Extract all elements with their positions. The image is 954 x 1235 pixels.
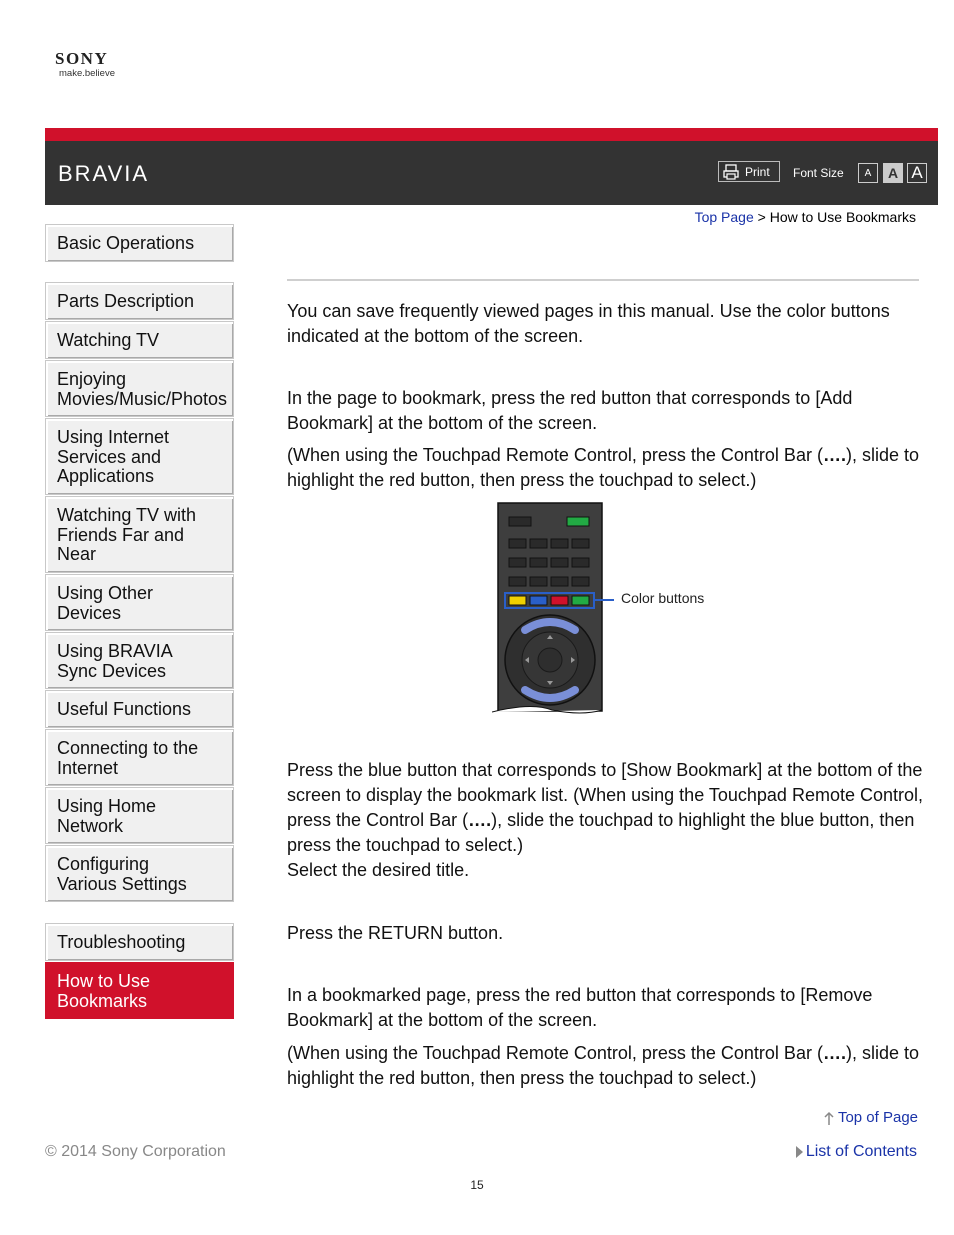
- remove-bookmark-step: In a bookmarked page, press the red button that corresponds to [Remove Bookmark] at the bottom of the screen.: [287, 985, 873, 1030]
- right-triangle-icon: [796, 1146, 803, 1158]
- top-of-page: [824, 1109, 918, 1126]
- sidebar-item-how-to-use-bookmarks[interactable]: How to Use Bookmarks: [45, 962, 234, 1019]
- sidebar-item-basic-operations[interactable]: Basic Operations: [45, 224, 234, 262]
- remove-touchpad-text-a: (When using the Touchpad Remote Control, press the Control Bar (: [287, 1043, 823, 1063]
- color-buttons-label: Color buttons: [621, 590, 705, 606]
- sidebar-item-configuring-settings[interactable]: Configuring Various Settings: [45, 845, 234, 902]
- sidebar-item-home-network[interactable]: Using Home Network: [45, 787, 234, 844]
- sidebar-item-parts-description[interactable]: Parts Description: [45, 282, 234, 320]
- list-of-contents: [796, 1143, 917, 1161]
- breadcrumb: [695, 209, 916, 225]
- breadcrumb-separator: >: [757, 209, 766, 225]
- show-bookmark-step: [287, 758, 927, 883]
- header-red-bar: [45, 128, 938, 141]
- list-of-contents-link[interactable]: List of Contents: [805, 1143, 917, 1160]
- copyright: © 2014 Sony Corporation: [45, 1143, 226, 1160]
- remove-touchpad-text-b: ), slide to highlight the red button, then press the touchpad to select.): [287, 1043, 919, 1088]
- print-label: Print: [745, 164, 770, 179]
- show-text-a: Press the blue button that corresponds to [Show Bookmark] at the bottom of the screen to display the bookmark list. (When using the Touchpad Remote Control, press the Control Bar (: [287, 760, 923, 830]
- sidebar-item-watching-tv-friends[interactable]: Watching TV with Friends Far and Near: [45, 496, 234, 573]
- return-step: Press the RETURN button.: [287, 923, 504, 943]
- remote-control-illustration: [492, 502, 622, 716]
- add-touchpad-text-a: (When using the Touchpad Remote Control, press the Control Bar (: [287, 445, 823, 465]
- add-touchpad-text-b: ), slide to highlight the red button, then press the touchpad to select.): [287, 445, 919, 490]
- control-bar-icon: ….: [822, 1043, 846, 1063]
- remove-bookmark-touchpad-note: [287, 1041, 927, 1091]
- show-text-b: ), slide the touchpad to highlight the blue button, then press the touchpad to select.): [287, 810, 915, 855]
- product-title: BRAVIA: [58, 161, 150, 186]
- intro-text: You can save frequently viewed pages in this manual. Use the color buttons indicated at the bottom of the screen.: [287, 301, 890, 346]
- add-bookmark-touchpad-note: [287, 443, 927, 493]
- sidebar-item-enjoying-media[interactable]: Enjoying Movies/Music/Photos: [45, 360, 234, 417]
- sidebar-item-bravia-sync[interactable]: Using BRAVIA Sync Devices: [45, 632, 234, 689]
- control-bar-icon: ….: [822, 445, 846, 465]
- sidebar-item-other-devices[interactable]: Using Other Devices: [45, 574, 234, 631]
- up-arrow-icon: [824, 1111, 834, 1125]
- sidebar-item-watching-tv[interactable]: Watching TV: [45, 321, 234, 359]
- show-text-c: Select the desired title.: [287, 860, 470, 880]
- sidebar-item-internet-services[interactable]: Using Internet Services and Applications: [45, 418, 234, 495]
- sony-tagline: make.believe: [59, 68, 115, 79]
- sidebar-item-connecting-internet[interactable]: Connecting to the Internet: [45, 729, 234, 786]
- control-bar-icon: ….: [468, 810, 492, 830]
- page-number: 15: [470, 1178, 484, 1192]
- font-size-large-button[interactable]: A: [907, 163, 927, 183]
- sidebar-item-troubleshooting[interactable]: Troubleshooting: [45, 923, 234, 961]
- font-size-label: Font Size: [793, 166, 844, 180]
- font-size-medium-button[interactable]: A: [883, 163, 903, 183]
- print-icon: [723, 164, 739, 180]
- content-divider: [287, 279, 919, 281]
- top-of-page-link[interactable]: Top of Page: [837, 1109, 918, 1126]
- header-bar: [45, 141, 938, 205]
- print-button[interactable]: [718, 161, 780, 182]
- breadcrumb-top-page-link[interactable]: Top Page: [694, 209, 754, 225]
- sony-logo: [55, 50, 115, 80]
- breadcrumb-current: How to Use Bookmarks: [769, 209, 916, 225]
- font-size-small-button[interactable]: A: [858, 163, 878, 183]
- sony-wordmark: SONY: [55, 49, 109, 68]
- add-bookmark-step: In the page to bookmark, press the red button that corresponds to [Add Bookmark] at the bottom of the screen.: [287, 388, 853, 433]
- sidebar-item-useful-functions[interactable]: Useful Functions: [45, 690, 234, 728]
